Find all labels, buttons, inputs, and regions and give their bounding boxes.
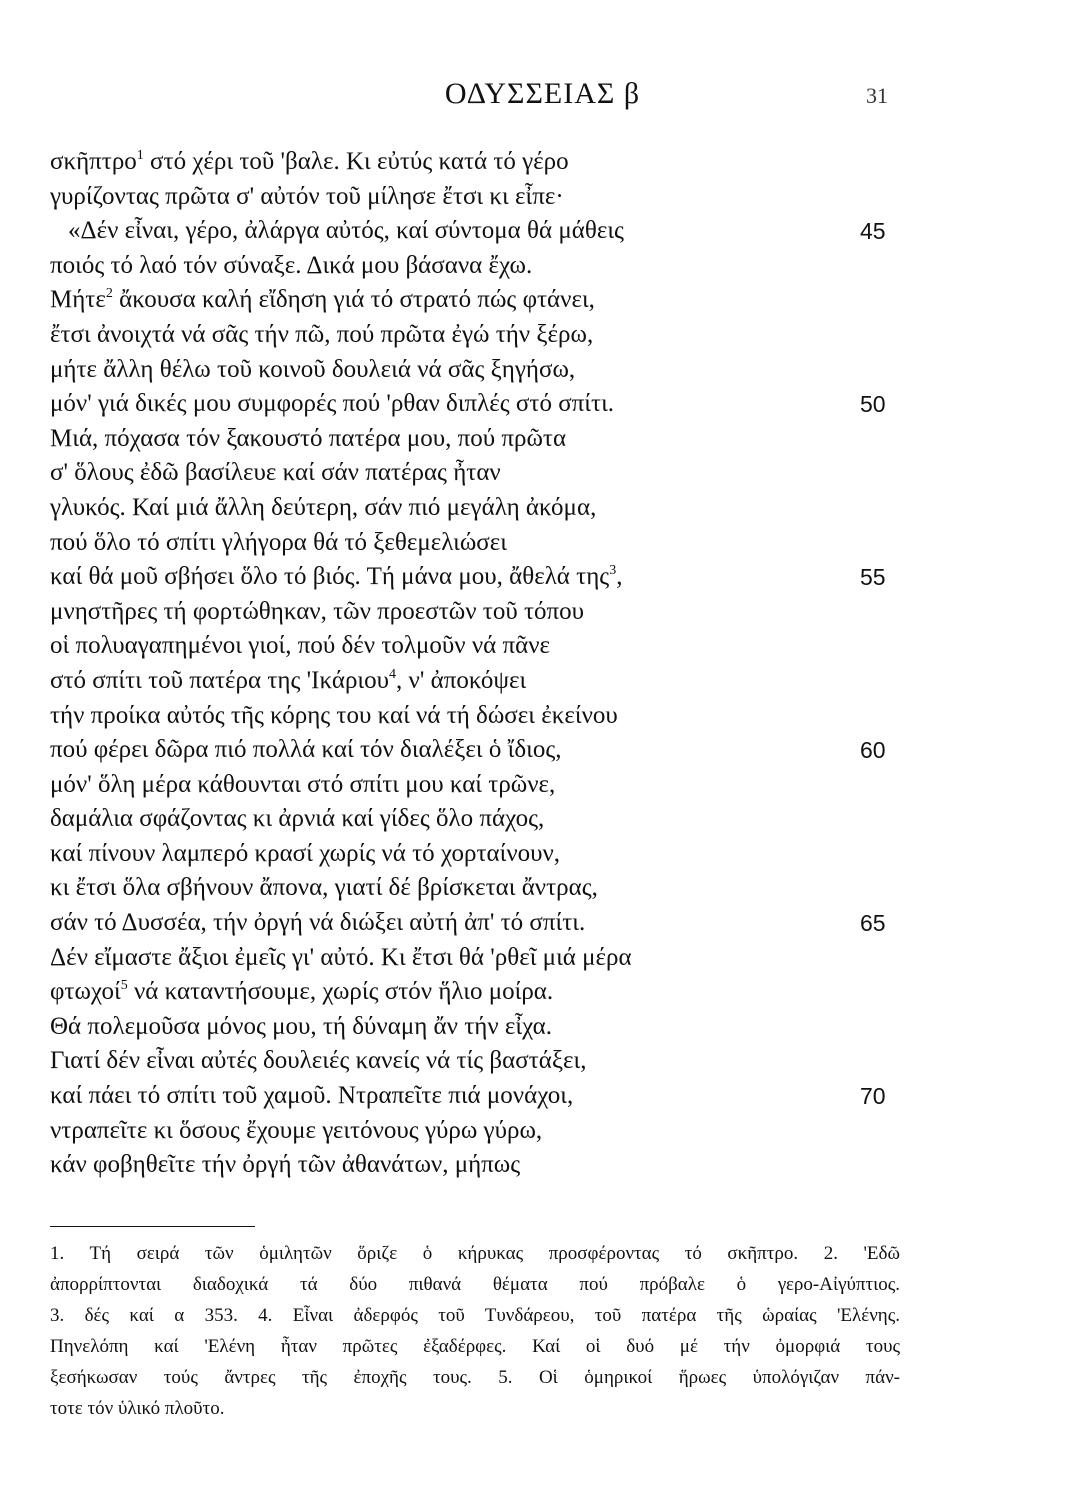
verse-main-text: καί πάει τό σπίτι τοῦ χαμοῦ. Ντραπεῖτε πιά μονάχοι, (50, 1082, 574, 1110)
verse-line (50, 906, 900, 941)
verse-line (50, 1010, 900, 1045)
verse-text (68, 214, 624, 249)
verse-main-text: γλυκός. Καί μιά ἄλλη δεύτερη, σάν πιό μεγάλη ἀκόμα, (50, 493, 597, 521)
verse-main-text: οἱ πολυαγαπημένοι γιοί, πού δέν τολμοῦν νά πᾶνε (50, 632, 551, 660)
footnote-line: ἀπορρίπτονται διαδοχικά τά δύο πιθανά θέματα πού πρόβαλε ὁ γερο-Αἰγύπτιος. (50, 1274, 900, 1295)
verse-line (50, 1114, 900, 1149)
verse-text (50, 422, 566, 457)
verse-main-text: «Δέν εἶναι, γέρο, ἀλάργα αὐτός, καί σύντομα θά μάθεις (68, 217, 624, 245)
verse-line (50, 318, 900, 353)
verse-text (50, 733, 562, 768)
verse-line (50, 595, 900, 630)
verse-main-text: μόν' γιά δικές μου συμφορές πού 'ρθαν διπλές στό σπίτι. (50, 390, 615, 418)
verse-tail-text: νά καταντήσουμε, χωρίς στόν ἥλιο μοίρα. (127, 978, 554, 1006)
poem-text (50, 145, 900, 1183)
running-title: ΟΔΥΣΣΕΙΑΣ β (444, 77, 641, 110)
footnote-line: τοτε τόν ὑλικό πλοῦτο. (50, 1398, 225, 1419)
verse-line (50, 560, 900, 595)
verse-text (50, 629, 550, 664)
verse-text (50, 249, 532, 284)
line-number: 45 (860, 218, 886, 245)
verse-main-text: σκῆπτρο (50, 148, 137, 175)
footnote-line: Πηνελόπη καί 'Ελένη ἦταν πρῶτες ἐξαδέρφες. Καί οἱ δυό μέ τήν ὀμορφιά τους (50, 1336, 900, 1357)
verse-line (50, 1044, 900, 1079)
verse-text (50, 491, 596, 526)
verse-main-text: δαμάλια σφάζοντας κι ἀρνιά καί γίδες ὅλο πάχος, (50, 805, 545, 833)
verse-line (50, 768, 900, 803)
verse-text (50, 975, 553, 1010)
verse-line (50, 1148, 900, 1183)
verse-main-text: Μιά, πόχασα τόν ξακουστό πατέρα μου, πού πρῶτα (50, 424, 567, 452)
line-number: 55 (860, 564, 886, 591)
footnote-rule (50, 1226, 255, 1227)
verse-line (50, 941, 900, 976)
verse-tail-text: στό χέρι τοῦ 'βαλε. Κι εὐτύς κατά τό γέρο (143, 148, 569, 175)
verse-tail-text: ἄκουσα καλή εἴδηση γιά τό στρατό πώς φτάνει, (112, 286, 595, 314)
verse-line (50, 422, 900, 457)
verse-text (50, 595, 584, 630)
verse-line (50, 283, 900, 318)
verse-main-text: Γιατί δέν εἶναι αὐτές δουλειές κανείς νά τίς βαστάξει, (50, 1047, 587, 1075)
page-number: 31 (866, 83, 888, 108)
verse-line (50, 214, 900, 249)
verse-text (50, 180, 564, 215)
verse-text (50, 526, 507, 561)
verse-main-text: ντραπεῖτε κι ὅσους ἔχουμε γειτόνους γύρω γύρω, (50, 1116, 543, 1144)
verse-line (50, 526, 900, 561)
verse-text (50, 283, 595, 318)
line-number: 70 (860, 1083, 886, 1110)
verse-text (50, 699, 618, 734)
line-number: 50 (860, 391, 886, 418)
verse-text (50, 560, 622, 595)
verse-text (50, 802, 544, 837)
verse-text (50, 318, 593, 353)
line-number: 65 (860, 910, 886, 937)
verse-line (50, 802, 900, 837)
verse-line (50, 145, 900, 180)
verse-line (50, 837, 900, 872)
footnote-reference: 1 (136, 148, 144, 163)
verse-line (50, 180, 900, 215)
verse-main-text: καί πίνουν λαμπερό κρασί χωρίς νά τό χορταίνουν, (50, 839, 561, 867)
verse-main-text: κι ἔτσι ὅλα σβήνουν ἄπονα, γιατί δέ βρίσκεται ἄντρας, (50, 874, 598, 902)
footnote-line: 1. Τή σειρά τῶν ὁμιλητῶν ὅριζε ὁ κήρυκας προσφέροντας τό σκῆπτρο. 2. 'Εδῶ (50, 1243, 900, 1264)
verse-text (50, 664, 526, 699)
line-number: 60 (860, 737, 886, 764)
verse-text (50, 768, 555, 803)
verse-text (50, 941, 632, 976)
verse-main-text: στό σπίτι τοῦ πατέρα της 'Ικάριου (50, 666, 390, 694)
verse-text (50, 1148, 520, 1183)
verse-main-text: σάν τό Δυσσέα, τήν ὀργή νά διώξει αὐτή ἀπ' τό σπίτι. (50, 909, 586, 937)
verse-main-text: Θά πολεμοῦσα μόνος μου, τή δύναμη ἄν τήν εἶχα. (50, 1012, 552, 1040)
verse-text (50, 1114, 542, 1149)
verse-main-text: μόν' ὅλη μέρα κάθουνται στό σπίτι μου καί τρῶνε, (50, 770, 556, 798)
verse-tail-text: , ν' ἀποκόψει (396, 666, 527, 694)
footnote-line: ξεσήκωσαν τούς ἄντρες τῆς ἐποχῆς τους. 5. Οἱ ὁμηρικοί ἥρωες ὑπολόγιζαν πάν- (50, 1367, 900, 1388)
verse-main-text: πού ὅλο τό σπίτι γλήγορα θά τό ξεθεμελιώσει (50, 528, 507, 556)
verse-line (50, 699, 900, 734)
footnote-reference: 3 (609, 563, 617, 579)
verse-main-text: ποιός τό λαό τόν σύναξε. Δικά μου βάσανα ἔχω. (50, 251, 533, 279)
verse-text (50, 353, 575, 388)
verse-main-text: σ' ὅλους ἐδῶ βασίλευε καί σάν πατέρας ἦταν (50, 459, 501, 487)
verse-line (50, 456, 900, 491)
verse-line (50, 975, 900, 1010)
verse-main-text: ἔτσι ἀνοιχτά νά σᾶς τήν πῶ, πού πρῶτα ἐγώ τήν ξέρω, (50, 320, 594, 348)
verse-main-text: καί θά μοῦ σβήσει ὅλο τό βιός. Τή μάνα μου, ἄθελά της (50, 563, 610, 591)
verse-main-text: μνηστῆρες τή φορτώθηκαν, τῶν προεστῶν τοῦ τόπου (50, 597, 585, 625)
verse-main-text: πού φέρει δῶρα πιό πολλά καί τόν διαλέξει ὁ ἴδιος, (50, 736, 562, 764)
running-head (0, 72, 1085, 116)
verse-text (50, 837, 560, 872)
verse-main-text: φτωχοί (50, 978, 121, 1006)
footnotes (50, 1238, 900, 1424)
verse-main-text: μήτε ἄλλη θέλω τοῦ κοινοῦ δουλειά νά σᾶς ξηγήσω, (50, 355, 576, 383)
verse-text (50, 145, 569, 180)
verse-text (50, 456, 501, 491)
verse-line (50, 629, 900, 664)
footnote-line: 3. δές καί α 353. 4. Εἶναι ἀδερφός τοῦ Τυνδάρεου, τοῦ πατέρα τῆς ὡραίας 'Ελένης. (50, 1305, 900, 1326)
verse-tail-text: , (616, 563, 623, 591)
verse-line (50, 871, 900, 906)
verse-text (50, 1010, 552, 1045)
footnote-reference: 5 (120, 978, 128, 994)
verse-text (50, 871, 598, 906)
verse-text (50, 387, 614, 422)
verse-line (50, 353, 900, 388)
verse-text (50, 1079, 573, 1114)
verse-main-text: Μήτε (50, 286, 106, 314)
verse-line (50, 387, 900, 422)
verse-main-text: κάν φοβηθεῖτε τήν ὀργή τῶν ἀθανάτων, μήπως (50, 1151, 521, 1179)
verse-text (50, 906, 585, 941)
verse-main-text: τήν προίκα αὐτός τῆς κόρης του καί νά τή δώσει ἐκείνου (50, 701, 618, 729)
verse-line (50, 733, 900, 768)
footnote-reference: 4 (389, 666, 397, 682)
footnote-reference: 2 (105, 286, 113, 302)
verse-main-text: γυρίζοντας πρῶτα σ' αὐτόν τοῦ μίλησε ἔτσι κι εἶπε· (50, 182, 564, 210)
verse-line (50, 249, 900, 284)
verse-line (50, 491, 900, 526)
verse-line (50, 1079, 900, 1114)
verse-main-text: Δέν εἴμαστε ἄξιοι ἐμεῖς γι' αὐτό. Κι ἔτσι θά 'ρθεῖ μιά μέρα (50, 943, 632, 971)
verse-line (50, 664, 900, 699)
verse-text (50, 1044, 586, 1079)
